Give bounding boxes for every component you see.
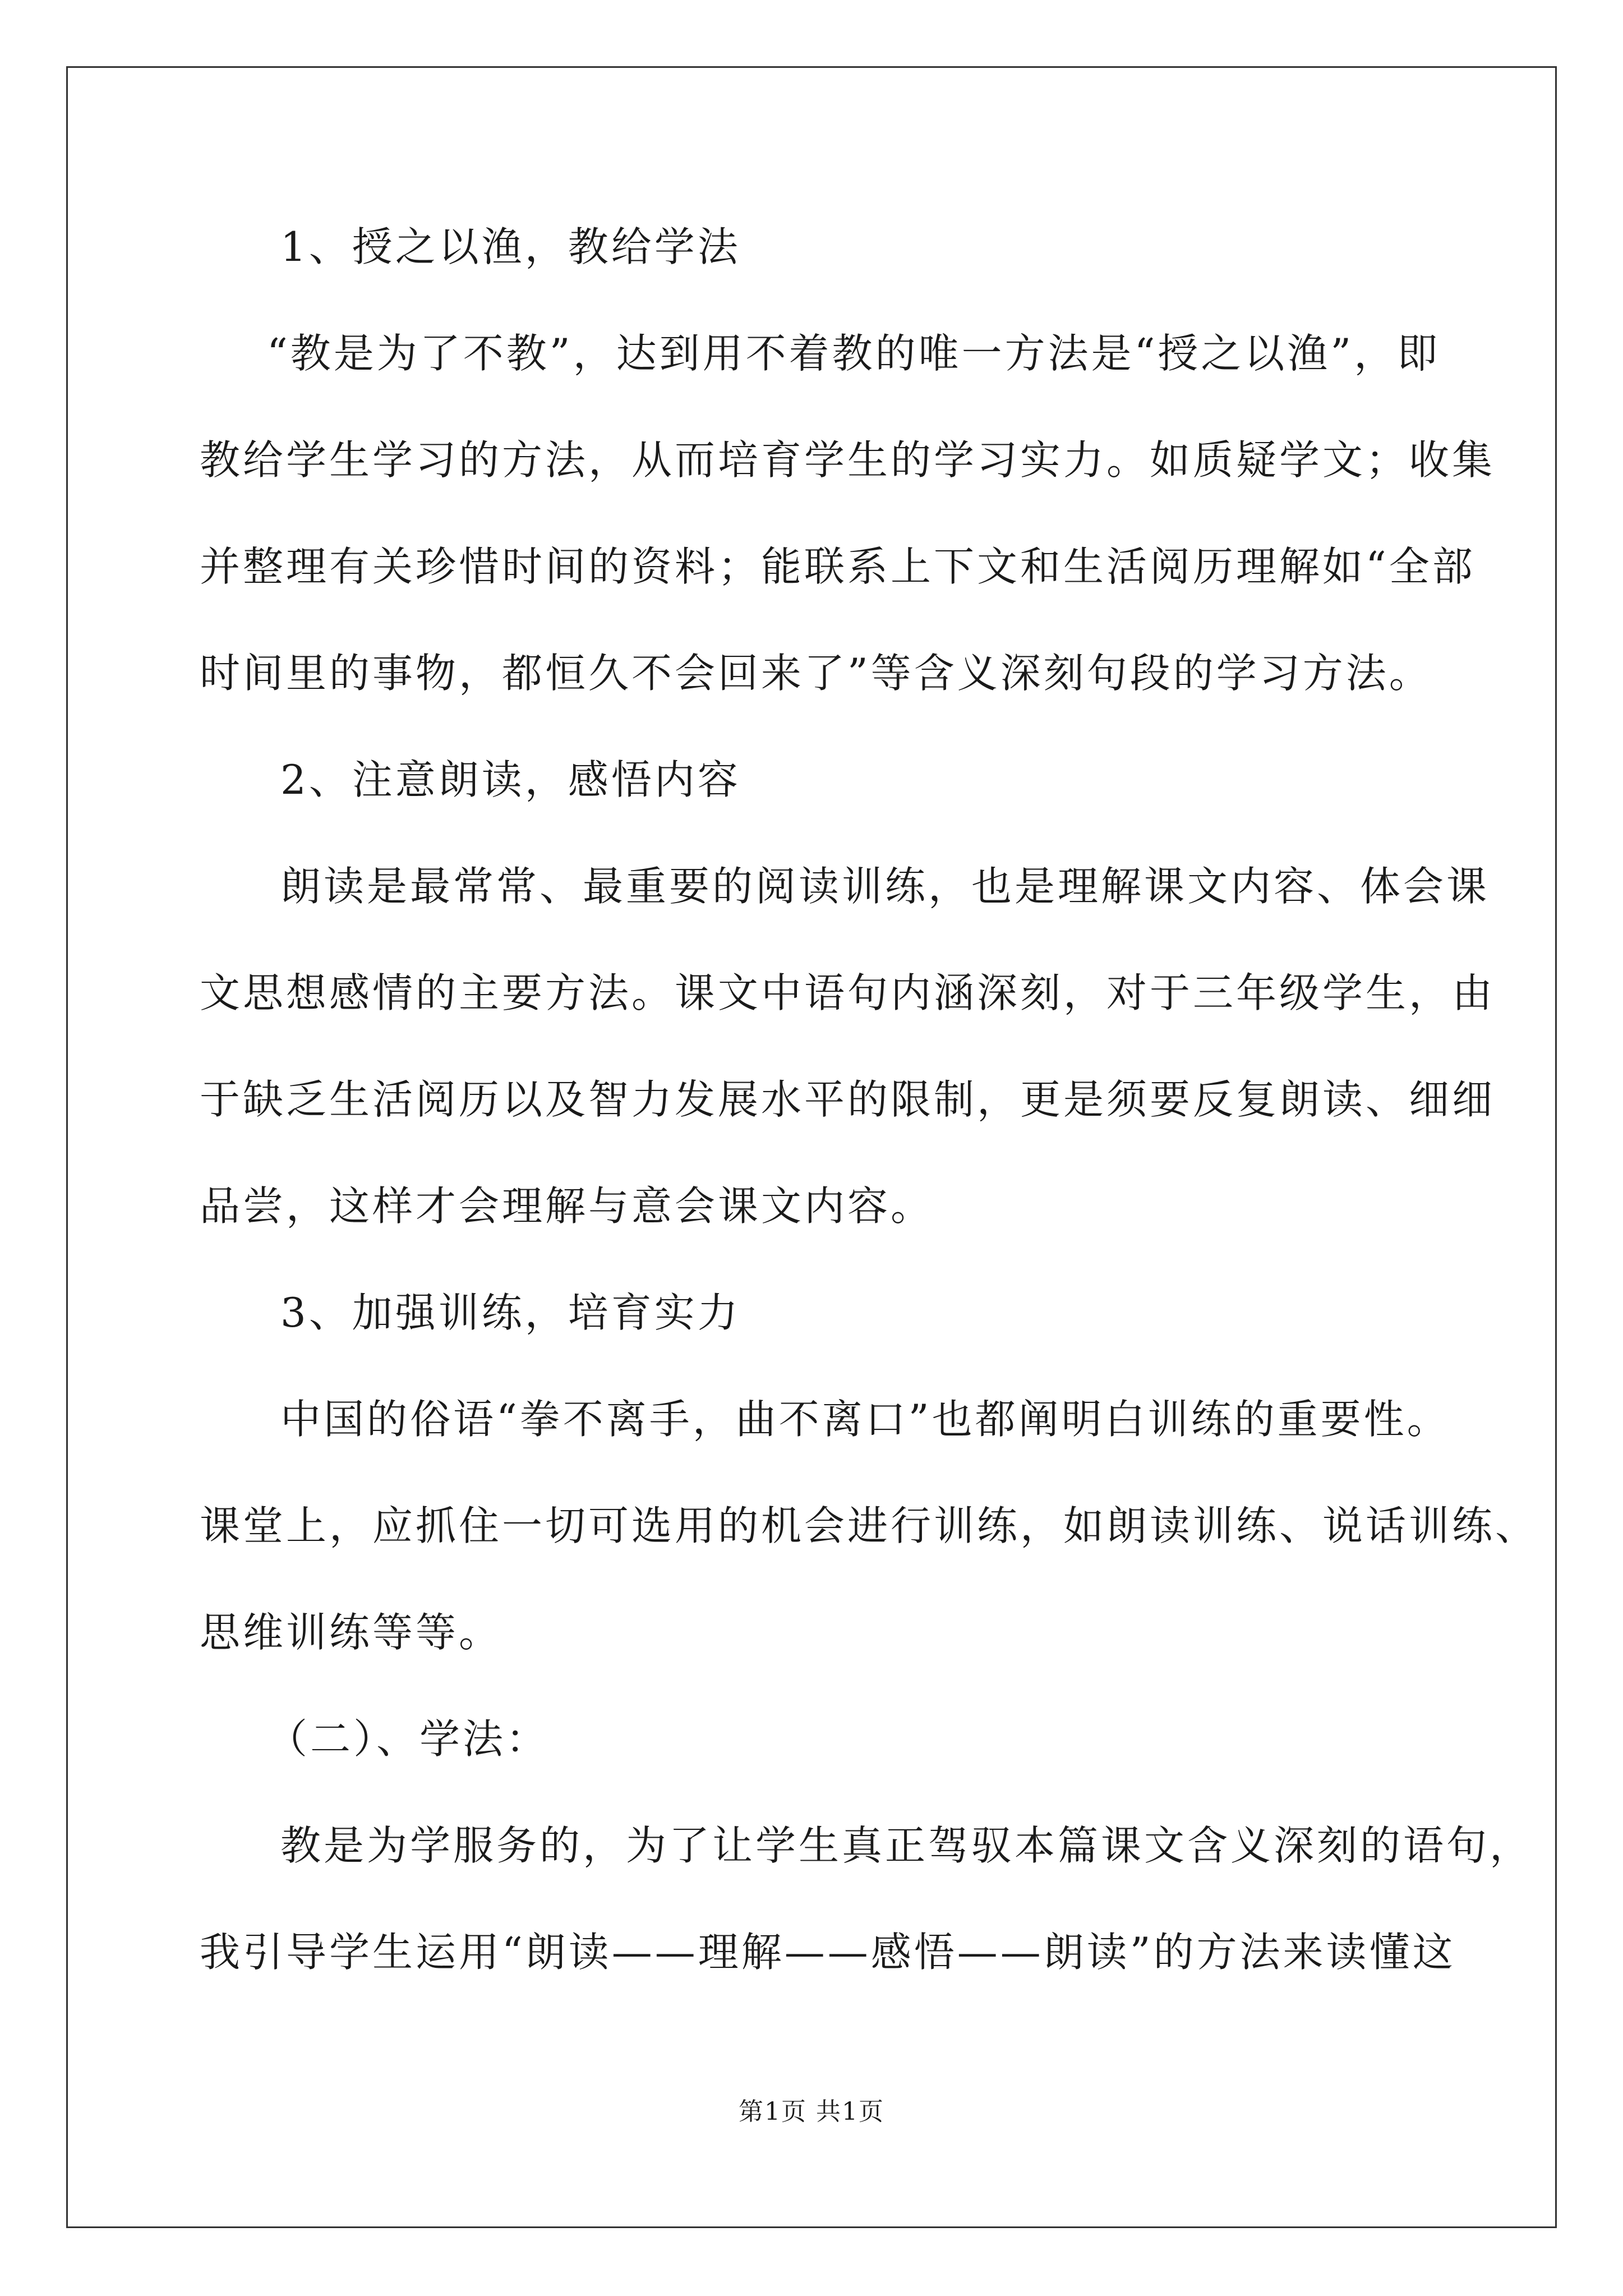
paragraph-line: 中国的俗语“拳不离手，曲不离口”也都阐明白训练的重要性。 xyxy=(280,1396,1450,1443)
section-heading: （二）、学法： xyxy=(267,1715,550,1763)
heading-3: 3、加强训练，培育实力 xyxy=(280,1289,741,1336)
paragraph-line: 时间里的事物，都恒久不会回来了”等含义深刻句段的学习方法。 xyxy=(200,650,1432,697)
page-border xyxy=(66,66,1557,2228)
paragraph-line: 课堂上，应抓住一切可选用的机会进行训练，如朗读训练、说话训练、 xyxy=(200,1502,1539,1549)
paragraph-line: “教是为了不教”，达到用不着教的唯一方法是“授之以渔”，即 xyxy=(267,330,1441,377)
paragraph-line: 朗读是最常常、最重要的阅读训练，也是理解课文内容、体会课 xyxy=(280,863,1490,910)
paragraph-line: 并整理有关珍惜时间的资料；能联系上下文和生活阅历理解如“全部 xyxy=(200,543,1476,590)
paragraph-line: 品尝，这样才会理解与意会课文内容。 xyxy=(200,1182,934,1230)
paragraph-line: 教给学生学习的方法，从而培育学生的学习实力。如质疑学文；收集 xyxy=(200,436,1496,484)
paragraph-line: 我引导学生运用“朗读——理解——感悟——朗读”的方法来读懂这 xyxy=(200,1929,1456,1976)
heading-2: 2、注意朗读，感悟内容 xyxy=(280,756,741,803)
paragraph-line: 文思想感情的主要方法。课文中语句内涵深刻，对于三年级学生，由 xyxy=(200,969,1496,1016)
paragraph-line: 思维训练等等。 xyxy=(200,1609,502,1656)
paragraph-line: 于缺乏生活阅历以及智力发展水平的限制，更是须要反复朗读、细细 xyxy=(200,1076,1496,1123)
page-number-footer: 第1页 共1页 xyxy=(739,2097,884,2126)
heading-1: 1、授之以渔，教给学法 xyxy=(280,223,741,270)
paragraph-line: 教是为学服务的，为了让学生真正驾驭本篇课文含义深刻的语句， xyxy=(280,1822,1533,1869)
